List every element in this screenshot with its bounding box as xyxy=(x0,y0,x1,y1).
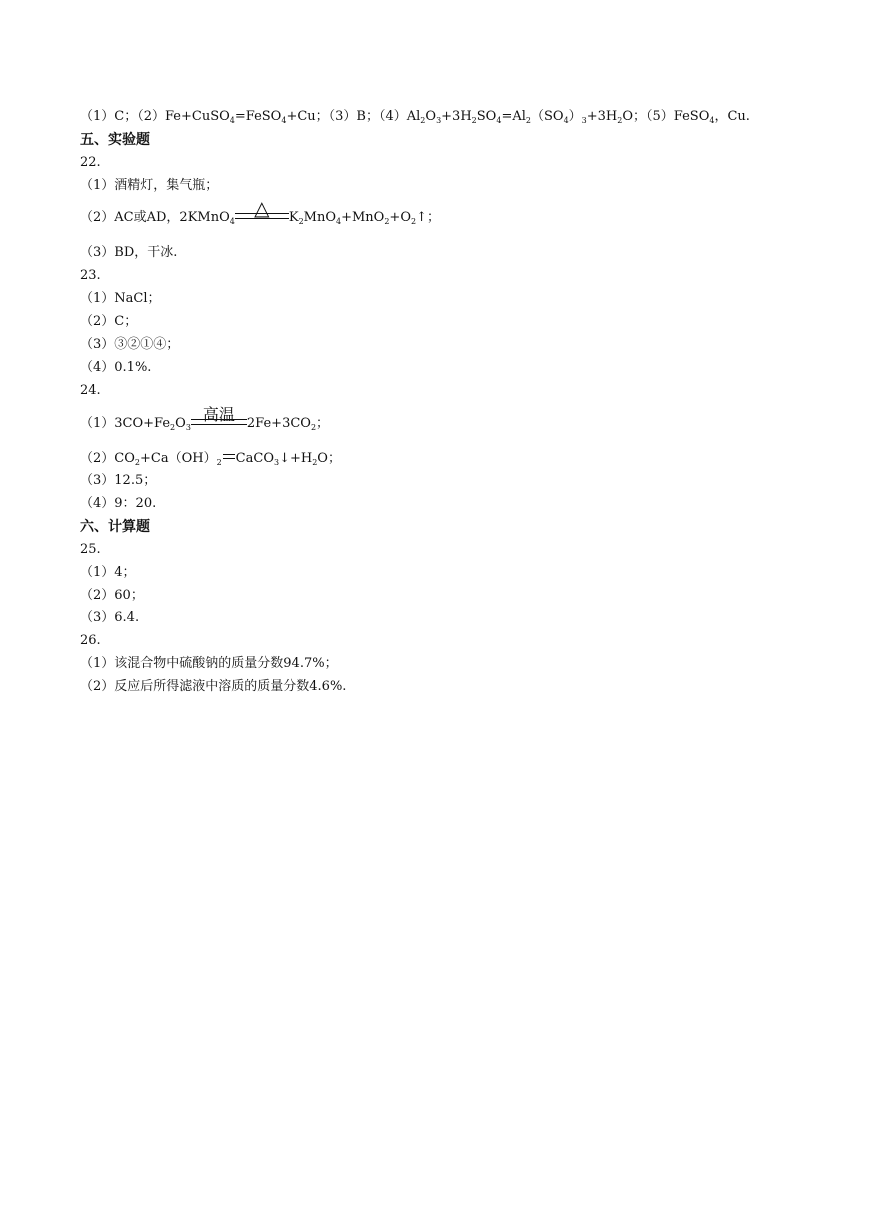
q24-equation-reactant: （1）3CO+Fe xyxy=(80,416,171,431)
q22-equation-text: K xyxy=(288,210,299,225)
subscript: 2 xyxy=(420,116,426,125)
subscript: 4 xyxy=(336,217,342,226)
q25-answer-2: （2）60； xyxy=(80,588,144,603)
q21-text-10: +3H xyxy=(586,109,618,124)
q24-equation-text: ↓+H xyxy=(279,451,313,466)
q22-equation-tail: ↑； xyxy=(416,210,440,225)
section-heading-experiment: 五、实验题 xyxy=(80,132,150,148)
q21-text-5: +3H xyxy=(441,109,472,124)
q25-answer-1: （1）4； xyxy=(80,565,136,580)
subscript: 3 xyxy=(436,116,442,125)
question-number-23: 23. xyxy=(80,268,101,283)
q26-answer-2: （2）反应后所得滤液中溶质的质量分数4.6%. xyxy=(80,679,347,694)
high-temp-label: 高温 xyxy=(202,405,235,424)
q22-answer-3: （3）BD，干冰. xyxy=(80,245,178,260)
q24-equation-text: +Ca（OH） xyxy=(139,451,217,466)
q24-answer-4: （4）9：20. xyxy=(80,496,157,511)
q24-equation-text: 2Fe+3CO xyxy=(246,416,311,431)
subscript: 2 xyxy=(410,217,417,226)
q22-equation-text: MnO xyxy=(303,210,336,225)
q21-text-6: SO xyxy=(476,109,497,124)
q22-equation-text: +MnO xyxy=(341,210,385,225)
q22-equation-text: +O xyxy=(389,210,411,225)
q24-equation-text: （2）CO xyxy=(80,451,135,466)
q24-equation-tail: O； xyxy=(317,451,341,466)
q23-answer-2: （2）C； xyxy=(80,314,138,329)
question-number-24: 24. xyxy=(80,383,101,398)
q21-text-2: =FeSO xyxy=(234,109,282,124)
q24-answer-1 xyxy=(80,405,330,432)
q21-answer-line xyxy=(80,109,750,125)
question-number-26: 26. xyxy=(80,633,101,648)
subscript: 3 xyxy=(185,423,191,432)
q21-text-3: +Cu；（3）B；（4）Al xyxy=(286,109,421,124)
subscript: 2 xyxy=(471,116,477,125)
q24-answer-3: （3）12.5； xyxy=(80,473,157,488)
subscript: 2 xyxy=(298,217,304,226)
q24-answer-2 xyxy=(80,451,341,467)
q21-text-12: ，Cu. xyxy=(714,109,750,124)
subscript: 2 xyxy=(134,458,140,467)
subscript: 2 xyxy=(617,116,623,125)
q22-answer-1: （1）酒精灯，集气瓶； xyxy=(80,178,219,193)
subscript: 2 xyxy=(310,423,317,432)
reaction-condition-heat xyxy=(235,196,289,226)
subscript: 4 xyxy=(281,116,287,125)
q22-equation-reactant: （2）AC或AD，2KMnO xyxy=(80,210,230,225)
section-heading-calculation: 六、计算题 xyxy=(80,519,150,535)
q24-equation-tail: ； xyxy=(316,416,330,431)
q23-answer-4: （4）0.1%. xyxy=(80,360,152,375)
reaction-condition-high-temp xyxy=(191,405,247,432)
subscript: 4 xyxy=(709,116,715,125)
q23-answer-3: （3）③②①④； xyxy=(80,337,180,352)
subscript: 2 xyxy=(312,458,318,467)
subscript: 2 xyxy=(216,458,222,467)
subscript: 4 xyxy=(563,116,569,125)
subscript: 2 xyxy=(384,217,390,226)
subscript: 2 xyxy=(170,423,176,432)
subscript: 3 xyxy=(581,116,587,125)
heat-symbol: △ xyxy=(254,196,270,220)
q21-text-8: （SO xyxy=(530,109,564,124)
q26-answer-1: （1）该混合物中硫酸钠的质量分数94.7%； xyxy=(80,656,338,671)
equals-double-line xyxy=(223,454,235,459)
subscript: 4 xyxy=(229,116,235,125)
subscript: 4 xyxy=(496,116,502,125)
q21-text-1: （1）C；（2）Fe+CuSO xyxy=(80,109,230,124)
q25-answer-3: （3）6.4. xyxy=(80,610,140,625)
q24-equation-text: CaCO xyxy=(235,451,274,466)
subscript: 3 xyxy=(273,458,280,467)
q21-text-11: O；（5）FeSO xyxy=(622,109,710,124)
subscript: 4 xyxy=(229,217,235,226)
q21-text-4: O xyxy=(425,109,437,124)
question-number-22: 22. xyxy=(80,155,101,170)
q24-equation-text: O xyxy=(175,416,186,431)
question-number-25: 25. xyxy=(80,542,101,557)
q23-answer-1: （1）NaCl； xyxy=(80,291,161,306)
subscript: 2 xyxy=(525,116,531,125)
q22-answer-2 xyxy=(80,196,440,226)
q21-text-9: ） xyxy=(568,109,582,124)
q21-text-7: =Al xyxy=(501,109,526,124)
